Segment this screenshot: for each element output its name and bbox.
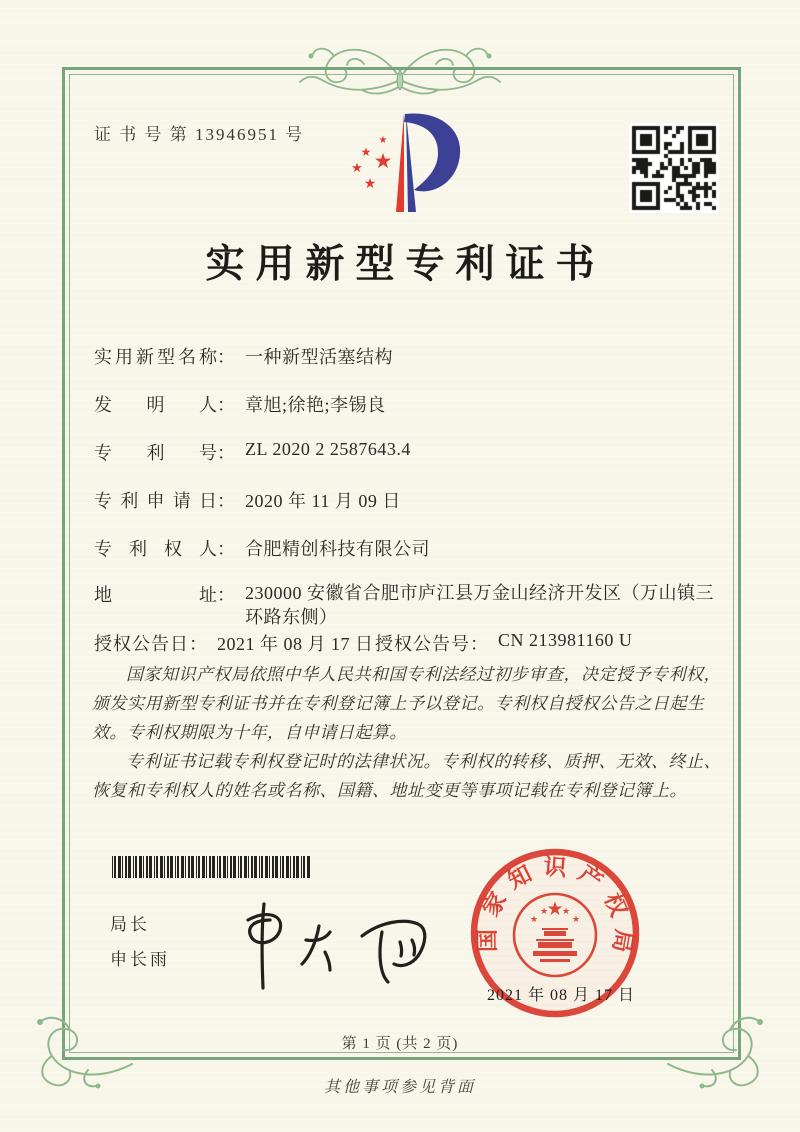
signature-image [222,890,437,995]
barcode [112,856,311,878]
field-row-inventors [94,391,740,417]
svg-text:★: ★ [351,161,363,176]
signer-title: 局长 [110,915,150,934]
page-number: 第 1 页 (共 2 页) [341,1036,459,1052]
field-colon: ： [217,539,235,559]
field-colon: ： [217,347,235,367]
field-value: 章旭;徐艳;李锡良 [245,395,386,415]
field-row-filing-date [94,487,740,513]
grant-date-value: 2021 年 08 月 17 日 [217,634,374,654]
field-colon: ： [189,634,207,654]
field-value: ZL 2020 2 2587643.4 [245,439,411,459]
field-value: 230000 安徽省合肥市庐江县万金山经济开发区（万山镇三环路东侧） [245,583,714,627]
svg-text:★: ★ [378,135,388,146]
field-label: 专利号 [94,443,217,463]
grant-row [94,630,740,656]
field-label: 地址 [94,585,217,605]
cnipa-logo [336,108,486,228]
svg-text:★: ★ [546,898,564,920]
certificate-title: 实用新型专利证书 [205,243,606,286]
field-value: 一种新型活塞结构 [245,347,393,367]
field-colon: ： [470,634,488,654]
field-label: 实用新型名称 [94,347,217,367]
legal-paragraph-1: 国家知识产权局依照中华人民共和国专利法经过初步审查，决定授予专利权，颁发实用新型专利证书并在专利登记簿上予以登记。专利权自授权公告之日起生效。专利权期限为十年，自申请日起算。 [92,665,721,742]
field-label: 发明人 [94,395,217,415]
certificate-number: 证 书 号 第 13946951 号 [94,125,305,144]
field-row-patentee [94,535,740,561]
field-label: 专利申请日 [94,491,217,511]
field-colon: ： [217,443,235,463]
field-colon: ： [217,491,235,511]
svg-text:★: ★ [363,176,377,192]
field-colon: ： [217,585,235,605]
seal-ring-text: 国家知识产权局 [474,854,637,965]
qr-code [629,123,719,213]
field-colon: ： [217,395,235,415]
field-row-name [94,343,740,369]
legal-text [92,660,724,805]
svg-text:★: ★ [360,145,372,159]
svg-text:★: ★ [373,149,393,173]
field-label: 专利权人 [94,539,217,559]
signer-name: 申长雨 [110,950,170,969]
field-value: 合肥精创科技有限公司 [245,539,430,559]
field-row-address [94,581,740,629]
svg-text:★: ★ [529,915,539,925]
svg-text:★: ★ [561,907,571,917]
field-value: 2020 年 11 月 09 日 [245,491,401,511]
grant-number-value: CN 213981160 U [498,630,633,650]
back-note: 其他事项参见背面 [323,1079,476,1096]
svg-text:★: ★ [571,915,581,925]
grant-date-label: 授权公告日 [94,634,189,654]
field-row-patent-number [94,439,740,465]
grant-number-label: 授权公告号 [375,634,470,654]
seal-date: 2021 年 08 月 17 日 [487,987,636,1004]
legal-paragraph-2: 专利证书记载专利权登记时的法律状况。专利权的转移、质押、无效、终止、恢复和专利权人的姓名或名称、国籍、地址变更等事项记载在专利登记簿上。 [92,752,721,800]
svg-text:★: ★ [539,907,549,917]
